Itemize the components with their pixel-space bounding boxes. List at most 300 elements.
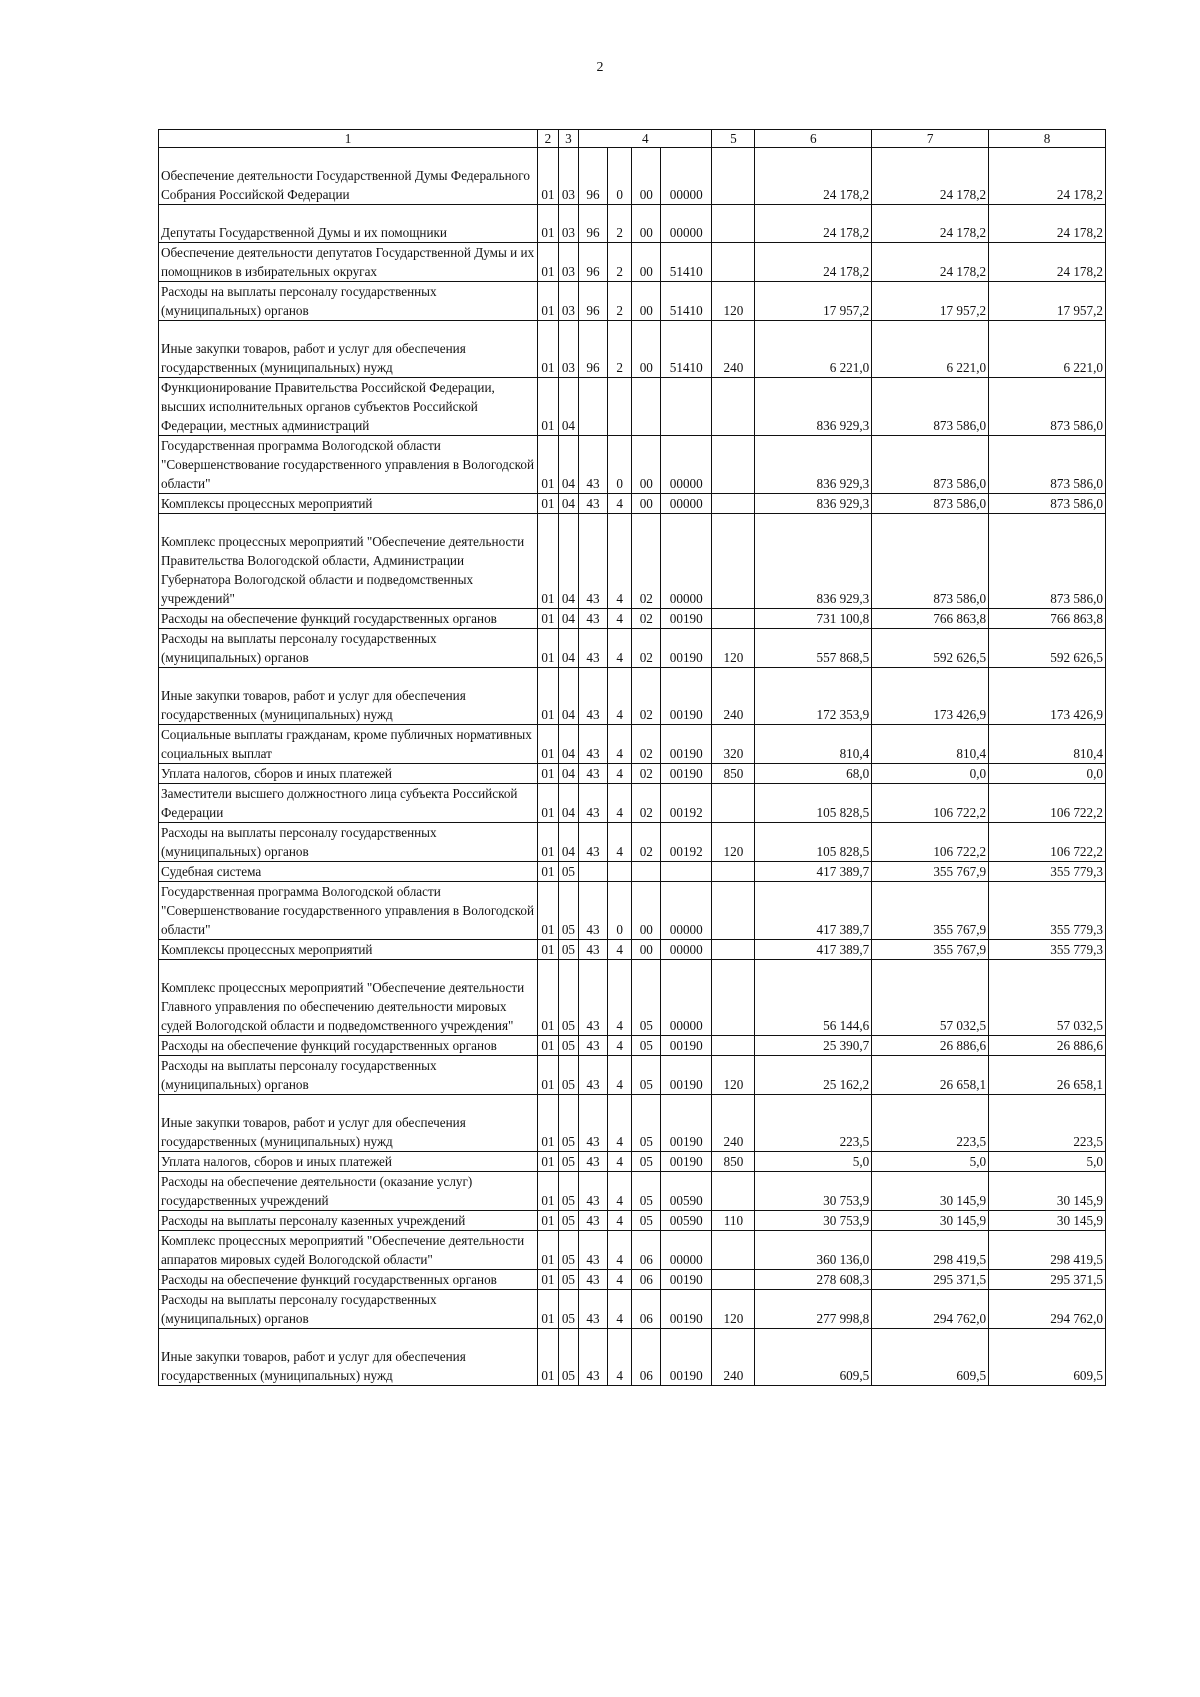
- amount-col-6: 609,5: [755, 1329, 872, 1386]
- program-type-code: 4: [607, 1036, 632, 1056]
- program-code: 43: [579, 1329, 608, 1386]
- amount-col-6: 417 389,7: [755, 940, 872, 960]
- program-code: 43: [579, 514, 608, 609]
- program-type-code: 4: [607, 1095, 632, 1152]
- subsection-code: 05: [558, 940, 578, 960]
- table-row: [159, 940, 1106, 960]
- amount-col-7: 766 863,8: [872, 609, 989, 629]
- expense-type-code: [712, 1036, 755, 1056]
- section-code: 01: [538, 436, 558, 494]
- section-code: 01: [538, 940, 558, 960]
- direction-code: 00190: [661, 1329, 712, 1386]
- expense-type-code: 120: [712, 1290, 755, 1329]
- program-type-code: 4: [607, 1152, 632, 1172]
- amount-col-7: 873 586,0: [872, 494, 989, 514]
- program-code: 43: [579, 1270, 608, 1290]
- table-row: [159, 862, 1106, 882]
- program-element-code: 06: [632, 1231, 661, 1270]
- subsection-code: 04: [558, 494, 578, 514]
- direction-code: 51410: [661, 282, 712, 321]
- expense-type-code: 850: [712, 764, 755, 784]
- program-element-code: 00: [632, 494, 661, 514]
- expense-type-code: [712, 784, 755, 823]
- subsection-code: 05: [558, 1270, 578, 1290]
- column-header: 4: [579, 130, 712, 148]
- amount-col-6: 6 221,0: [755, 321, 872, 378]
- subsection-code: 04: [558, 784, 578, 823]
- program-code: 43: [579, 494, 608, 514]
- amount-col-6: 24 178,2: [755, 243, 872, 282]
- amount-col-8: 873 586,0: [989, 436, 1106, 494]
- program-code: 96: [579, 282, 608, 321]
- program-element-code: 05: [632, 1172, 661, 1211]
- section-code: 01: [538, 1056, 558, 1095]
- program-type-code: 4: [607, 823, 632, 862]
- table-row: [159, 436, 1106, 494]
- subsection-code: 05: [558, 882, 578, 940]
- amount-col-8: 592 626,5: [989, 629, 1106, 668]
- amount-col-6: 30 753,9: [755, 1172, 872, 1211]
- section-code: 01: [538, 243, 558, 282]
- header-row: [159, 130, 1106, 148]
- program-code: 43: [579, 1290, 608, 1329]
- amount-col-7: 298 419,5: [872, 1231, 989, 1270]
- amount-col-7: 24 178,2: [872, 243, 989, 282]
- program-element-code: 02: [632, 668, 661, 725]
- direction-code: 51410: [661, 321, 712, 378]
- row-name: Расходы на обеспечение функций государственных органов: [159, 1036, 538, 1056]
- program-element-code: 02: [632, 725, 661, 764]
- program-code: 43: [579, 1095, 608, 1152]
- amount-col-6: 105 828,5: [755, 823, 872, 862]
- amount-col-6: 30 753,9: [755, 1211, 872, 1231]
- program-element-code: 02: [632, 823, 661, 862]
- amount-col-7: 592 626,5: [872, 629, 989, 668]
- direction-code: 00192: [661, 784, 712, 823]
- subsection-code: 04: [558, 725, 578, 764]
- amount-col-6: 25 390,7: [755, 1036, 872, 1056]
- row-name: Иные закупки товаров, работ и услуг для обеспечения государственных (муниципальных) нужд: [159, 1095, 538, 1152]
- table-row: [159, 609, 1106, 629]
- row-name: Обеспечение деятельности Государственной Думы Федерального Собрания Российской Федерации: [159, 148, 538, 205]
- program-type-code: 4: [607, 1290, 632, 1329]
- direction-code: 00000: [661, 940, 712, 960]
- column-header: 1: [159, 130, 538, 148]
- subsection-code: 04: [558, 668, 578, 725]
- table-row: [159, 1270, 1106, 1290]
- program-type-code: 4: [607, 494, 632, 514]
- program-type-code: 0: [607, 148, 632, 205]
- amount-col-8: 30 145,9: [989, 1172, 1106, 1211]
- section-code: 01: [538, 882, 558, 940]
- expense-type-code: [712, 1270, 755, 1290]
- amount-col-7: 873 586,0: [872, 514, 989, 609]
- amount-col-8: 295 371,5: [989, 1270, 1106, 1290]
- amount-col-7: 173 426,9: [872, 668, 989, 725]
- row-name: Комплексы процессных мероприятий: [159, 494, 538, 514]
- section-code: 01: [538, 282, 558, 321]
- row-name: Расходы на выплаты персоналу государственных (муниципальных) органов: [159, 282, 538, 321]
- amount-col-8: 24 178,2: [989, 205, 1106, 243]
- subsection-code: 04: [558, 764, 578, 784]
- row-name: Расходы на выплаты персоналу казенных учреждений: [159, 1211, 538, 1231]
- subsection-code: 05: [558, 1095, 578, 1152]
- direction-code: 00190: [661, 1036, 712, 1056]
- section-code: 01: [538, 668, 558, 725]
- amount-col-7: 355 767,9: [872, 862, 989, 882]
- amount-col-6: 105 828,5: [755, 784, 872, 823]
- program-element-code: 00: [632, 282, 661, 321]
- table-row: [159, 1056, 1106, 1095]
- row-name: Расходы на выплаты персоналу государственных (муниципальных) органов: [159, 1056, 538, 1095]
- row-name: Уплата налогов, сборов и иных платежей: [159, 1152, 538, 1172]
- table-row: [159, 1290, 1106, 1329]
- direction-code: 00000: [661, 494, 712, 514]
- row-name: Комплексы процессных мероприятий: [159, 940, 538, 960]
- program-type-code: 4: [607, 514, 632, 609]
- row-name: Иные закупки товаров, работ и услуг для обеспечения государственных (муниципальных) нужд: [159, 321, 538, 378]
- program-element-code: 02: [632, 629, 661, 668]
- program-type-code: 2: [607, 243, 632, 282]
- subsection-code: 04: [558, 629, 578, 668]
- section-code: 01: [538, 1211, 558, 1231]
- row-name: Комплекс процессных мероприятий "Обеспечение деятельности Правительства Вологодской области, Администрации Губернатора Вологодской области и подведомственных учреждений": [159, 514, 538, 609]
- program-element-code: 05: [632, 1152, 661, 1172]
- program-type-code: 4: [607, 784, 632, 823]
- row-name: Государственная программа Вологодской области "Совершенствование государственного управления в Вологодской области": [159, 882, 538, 940]
- table-row: [159, 960, 1106, 1036]
- amount-col-7: 609,5: [872, 1329, 989, 1386]
- section-code: 01: [538, 1095, 558, 1152]
- subsection-code: 04: [558, 514, 578, 609]
- program-type-code: 4: [607, 1329, 632, 1386]
- program-code: 43: [579, 823, 608, 862]
- table-row: [159, 1172, 1106, 1211]
- expense-type-code: 240: [712, 1329, 755, 1386]
- amount-col-8: 57 032,5: [989, 960, 1106, 1036]
- expense-type-code: 110: [712, 1211, 755, 1231]
- page-number: 2: [596, 60, 604, 75]
- section-code: 01: [538, 960, 558, 1036]
- program-element-code: 02: [632, 514, 661, 609]
- amount-col-7: 24 178,2: [872, 205, 989, 243]
- column-header: 6: [755, 130, 872, 148]
- program-code: 96: [579, 148, 608, 205]
- amount-col-8: 223,5: [989, 1095, 1106, 1152]
- subsection-code: 05: [558, 1211, 578, 1231]
- program-element-code: 02: [632, 784, 661, 823]
- amount-col-6: 836 929,3: [755, 494, 872, 514]
- program-type-code: 4: [607, 609, 632, 629]
- program-code: 43: [579, 436, 608, 494]
- table-row: [159, 378, 1106, 436]
- program-code: 43: [579, 940, 608, 960]
- direction-code: 00190: [661, 629, 712, 668]
- row-name: Иные закупки товаров, работ и услуг для обеспечения государственных (муниципальных) нужд: [159, 668, 538, 725]
- amount-col-6: 56 144,6: [755, 960, 872, 1036]
- program-type-code: 4: [607, 1270, 632, 1290]
- table-body: [159, 148, 1106, 1386]
- subsection-code: 05: [558, 1290, 578, 1329]
- subsection-code: 03: [558, 282, 578, 321]
- table-row: [159, 725, 1106, 764]
- program-type-code: 4: [607, 1231, 632, 1270]
- program-type-code: 0: [607, 882, 632, 940]
- amount-col-8: 26 886,6: [989, 1036, 1106, 1056]
- section-code: 01: [538, 378, 558, 436]
- amount-col-8: 0,0: [989, 764, 1106, 784]
- subsection-code: 03: [558, 205, 578, 243]
- program-element-code: 00: [632, 940, 661, 960]
- section-code: 01: [538, 148, 558, 205]
- amount-col-7: 30 145,9: [872, 1211, 989, 1231]
- row-name: Депутаты Государственной Думы и их помощники: [159, 205, 538, 243]
- direction-code: 00000: [661, 960, 712, 1036]
- section-code: 01: [538, 494, 558, 514]
- table-row: [159, 1036, 1106, 1056]
- subsection-code: 05: [558, 1172, 578, 1211]
- row-name: Расходы на выплаты персоналу государственных (муниципальных) органов: [159, 629, 538, 668]
- table-row: [159, 243, 1106, 282]
- section-code: 01: [538, 823, 558, 862]
- program-element-code: 05: [632, 1036, 661, 1056]
- direction-code: 00190: [661, 1095, 712, 1152]
- program-element-code: [632, 862, 661, 882]
- expense-type-code: [712, 882, 755, 940]
- amount-col-6: 731 100,8: [755, 609, 872, 629]
- amount-col-8: 24 178,2: [989, 148, 1106, 205]
- amount-col-6: 5,0: [755, 1152, 872, 1172]
- program-code: 96: [579, 205, 608, 243]
- column-header: 2: [538, 130, 558, 148]
- table-row: [159, 282, 1106, 321]
- program-code: 43: [579, 725, 608, 764]
- expense-type-code: 240: [712, 1095, 755, 1152]
- expense-type-code: [712, 205, 755, 243]
- subsection-code: 03: [558, 148, 578, 205]
- amount-col-7: 873 586,0: [872, 436, 989, 494]
- table-row: [159, 205, 1106, 243]
- direction-code: 00190: [661, 668, 712, 725]
- program-element-code: 00: [632, 321, 661, 378]
- direction-code: 00590: [661, 1211, 712, 1231]
- direction-code: 00190: [661, 1152, 712, 1172]
- amount-col-7: 873 586,0: [872, 378, 989, 436]
- program-element-code: 06: [632, 1270, 661, 1290]
- program-type-code: 4: [607, 629, 632, 668]
- amount-col-8: 298 419,5: [989, 1231, 1106, 1270]
- amount-col-7: 17 957,2: [872, 282, 989, 321]
- row-name: Функционирование Правительства Российской Федерации, высших исполнительных органов субъектов Российской Федерации, местных администраций: [159, 378, 538, 436]
- expense-type-code: [712, 494, 755, 514]
- row-name: Иные закупки товаров, работ и услуг для обеспечения государственных (муниципальных) нужд: [159, 1329, 538, 1386]
- expense-type-code: 120: [712, 1056, 755, 1095]
- subsection-code: 03: [558, 243, 578, 282]
- expense-type-code: [712, 862, 755, 882]
- direction-code: 00590: [661, 1172, 712, 1211]
- program-code: 43: [579, 784, 608, 823]
- amount-col-8: 766 863,8: [989, 609, 1106, 629]
- amount-col-7: 26 886,6: [872, 1036, 989, 1056]
- amount-col-7: 295 371,5: [872, 1270, 989, 1290]
- subsection-code: 05: [558, 1152, 578, 1172]
- amount-col-7: 0,0: [872, 764, 989, 784]
- column-header: 3: [558, 130, 578, 148]
- row-name: Расходы на обеспечение функций государственных органов: [159, 1270, 538, 1290]
- expense-type-code: 120: [712, 629, 755, 668]
- section-code: 01: [538, 609, 558, 629]
- amount-col-7: 106 722,2: [872, 784, 989, 823]
- section-code: 01: [538, 205, 558, 243]
- row-name: Расходы на выплаты персоналу государственных (муниципальных) органов: [159, 823, 538, 862]
- program-code: 43: [579, 1036, 608, 1056]
- table-row: [159, 629, 1106, 668]
- expense-type-code: 120: [712, 282, 755, 321]
- expense-type-code: 320: [712, 725, 755, 764]
- table-row: [159, 823, 1106, 862]
- amount-col-8: 810,4: [989, 725, 1106, 764]
- row-name: Заместители высшего должностного лица субъекта Российской Федерации: [159, 784, 538, 823]
- table-row: [159, 321, 1106, 378]
- subsection-code: 05: [558, 862, 578, 882]
- direction-code: 00190: [661, 609, 712, 629]
- table-row: [159, 514, 1106, 609]
- row-name: Комплекс процессных мероприятий "Обеспечение деятельности Главного управления по обеспечению деятельности мировых судей Вологодской области и подведомственного учреждения": [159, 960, 538, 1036]
- row-name: Уплата налогов, сборов и иных платежей: [159, 764, 538, 784]
- program-element-code: 00: [632, 243, 661, 282]
- program-type-code: 4: [607, 1172, 632, 1211]
- program-element-code: 00: [632, 436, 661, 494]
- expense-type-code: [712, 436, 755, 494]
- amount-col-7: 223,5: [872, 1095, 989, 1152]
- table-row: [159, 784, 1106, 823]
- section-code: 01: [538, 862, 558, 882]
- section-code: 01: [538, 1270, 558, 1290]
- table-row: [159, 148, 1106, 205]
- amount-col-7: 810,4: [872, 725, 989, 764]
- amount-col-7: 6 221,0: [872, 321, 989, 378]
- expense-type-code: [712, 148, 755, 205]
- section-code: 01: [538, 1290, 558, 1329]
- amount-col-8: 873 586,0: [989, 378, 1106, 436]
- amount-col-7: 30 145,9: [872, 1172, 989, 1211]
- direction-code: 00190: [661, 1290, 712, 1329]
- row-name: Обеспечение деятельности депутатов Государственной Думы и их помощников в избирательных округах: [159, 243, 538, 282]
- program-element-code: 00: [632, 148, 661, 205]
- row-name: Комплекс процессных мероприятий "Обеспечение деятельности аппаратов мировых судей Вологодской области": [159, 1231, 538, 1270]
- table-row: [159, 668, 1106, 725]
- amount-col-7: 24 178,2: [872, 148, 989, 205]
- row-name: Социальные выплаты гражданам, кроме публичных нормативных социальных выплат: [159, 725, 538, 764]
- direction-code: 00000: [661, 882, 712, 940]
- program-type-code: [607, 862, 632, 882]
- budget-table: [158, 129, 1106, 1386]
- program-type-code: 2: [607, 205, 632, 243]
- amount-col-8: 355 779,3: [989, 862, 1106, 882]
- program-element-code: 00: [632, 205, 661, 243]
- section-code: 01: [538, 1329, 558, 1386]
- program-code: [579, 862, 608, 882]
- amount-col-6: 810,4: [755, 725, 872, 764]
- amount-col-6: 836 929,3: [755, 436, 872, 494]
- expense-type-code: [712, 243, 755, 282]
- subsection-code: 04: [558, 609, 578, 629]
- program-element-code: 06: [632, 1290, 661, 1329]
- amount-col-7: 355 767,9: [872, 882, 989, 940]
- direction-code: 51410: [661, 243, 712, 282]
- subsection-code: 04: [558, 823, 578, 862]
- program-code: [579, 378, 608, 436]
- amount-col-8: 30 145,9: [989, 1211, 1106, 1231]
- program-element-code: 02: [632, 764, 661, 784]
- subsection-code: 05: [558, 1056, 578, 1095]
- program-element-code: 00: [632, 882, 661, 940]
- program-code: 43: [579, 764, 608, 784]
- direction-code: 00190: [661, 1270, 712, 1290]
- expense-type-code: 240: [712, 668, 755, 725]
- expense-type-code: [712, 609, 755, 629]
- amount-col-8: 355 779,3: [989, 940, 1106, 960]
- program-code: 43: [579, 668, 608, 725]
- amount-col-8: 5,0: [989, 1152, 1106, 1172]
- program-element-code: 05: [632, 1211, 661, 1231]
- program-type-code: 0: [607, 436, 632, 494]
- section-code: 01: [538, 1231, 558, 1270]
- direction-code: 00000: [661, 205, 712, 243]
- program-code: 43: [579, 1172, 608, 1211]
- row-name: Государственная программа Вологодской области "Совершенствование государственного управления в Вологодской области": [159, 436, 538, 494]
- amount-col-6: 417 389,7: [755, 882, 872, 940]
- table-row: [159, 1152, 1106, 1172]
- subsection-code: 04: [558, 378, 578, 436]
- direction-code: 00192: [661, 823, 712, 862]
- program-element-code: 02: [632, 609, 661, 629]
- amount-col-7: 294 762,0: [872, 1290, 989, 1329]
- program-type-code: 4: [607, 960, 632, 1036]
- program-type-code: 4: [607, 725, 632, 764]
- section-code: 01: [538, 725, 558, 764]
- program-type-code: 2: [607, 321, 632, 378]
- program-type-code: 4: [607, 668, 632, 725]
- table-row: [159, 1231, 1106, 1270]
- table-row: [159, 882, 1106, 940]
- program-code: 43: [579, 1211, 608, 1231]
- row-name: Расходы на обеспечение деятельности (оказание услуг) государственных учреждений: [159, 1172, 538, 1211]
- subsection-code: 05: [558, 1036, 578, 1056]
- table-row: [159, 764, 1106, 784]
- direction-code: 00000: [661, 1231, 712, 1270]
- program-element-code: 05: [632, 960, 661, 1036]
- program-code: 43: [579, 629, 608, 668]
- section-code: 01: [538, 514, 558, 609]
- amount-col-6: 836 929,3: [755, 514, 872, 609]
- program-element-code: 06: [632, 1329, 661, 1386]
- direction-code: 00000: [661, 436, 712, 494]
- amount-col-6: 172 353,9: [755, 668, 872, 725]
- direction-code: [661, 378, 712, 436]
- amount-col-8: 355 779,3: [989, 882, 1106, 940]
- row-name: Расходы на обеспечение функций государственных органов: [159, 609, 538, 629]
- table-row: [159, 1095, 1106, 1152]
- subsection-code: 05: [558, 1231, 578, 1270]
- section-code: 01: [538, 784, 558, 823]
- amount-col-8: 173 426,9: [989, 668, 1106, 725]
- amount-col-6: 17 957,2: [755, 282, 872, 321]
- amount-col-7: 57 032,5: [872, 960, 989, 1036]
- direction-code: 00190: [661, 764, 712, 784]
- amount-col-6: 24 178,2: [755, 148, 872, 205]
- expense-type-code: [712, 960, 755, 1036]
